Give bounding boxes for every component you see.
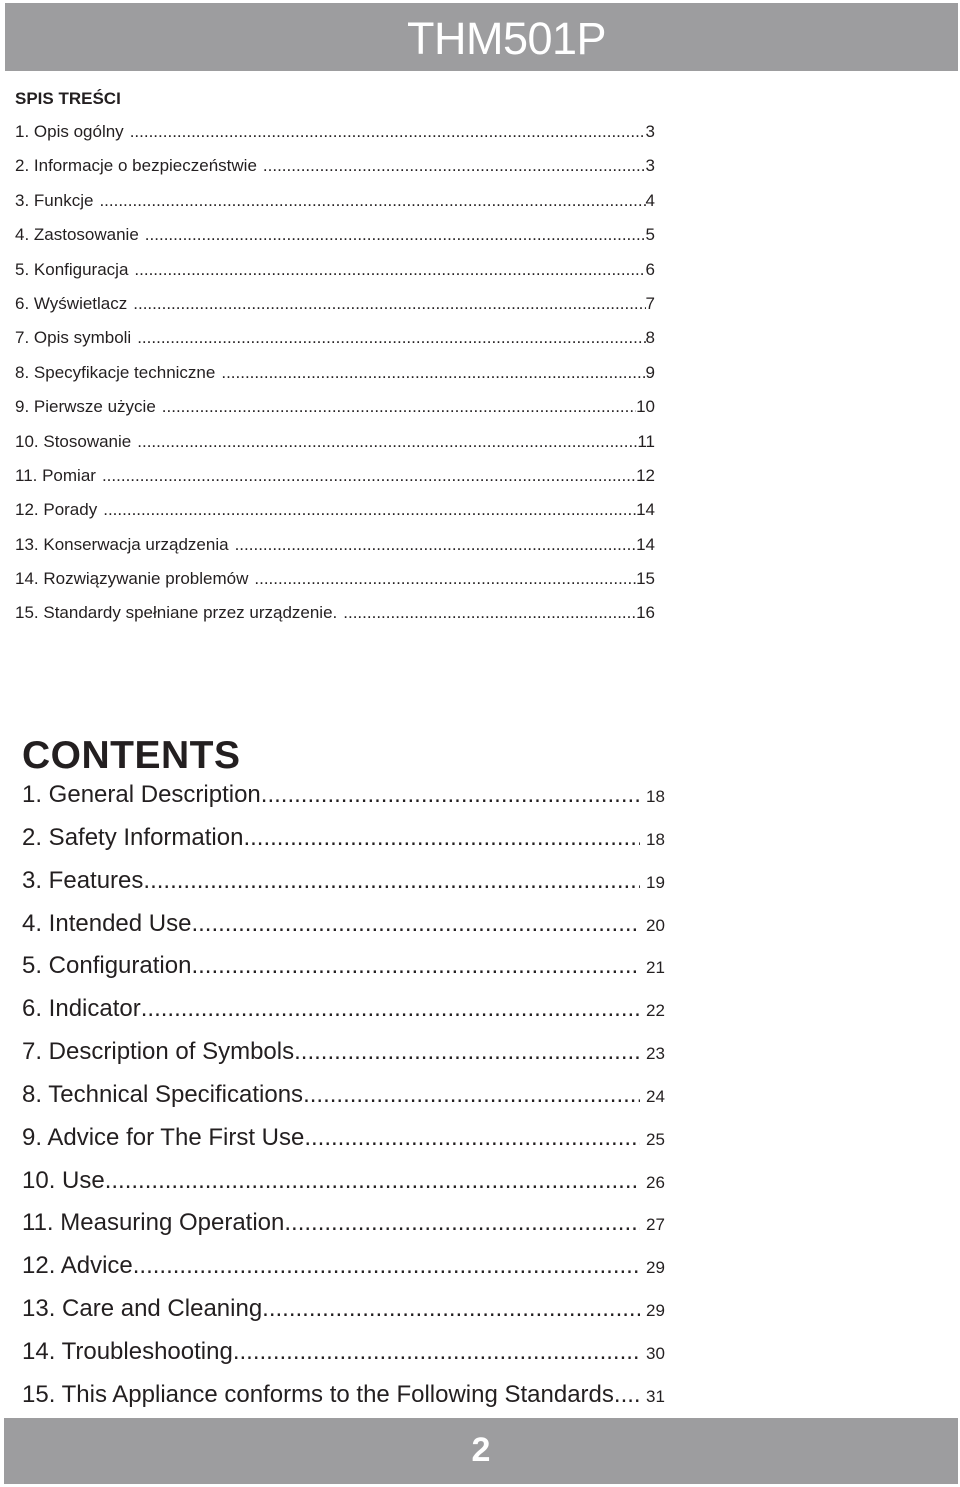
toc-row-pl-1[interactable] (15, 121, 655, 155)
toc-leader (243, 821, 640, 855)
toc-page: 6 (645, 259, 655, 279)
toc-leader (235, 534, 637, 556)
toc-leader (141, 992, 640, 1026)
toc-leader (134, 259, 645, 281)
page-number: 2 (471, 1431, 491, 1469)
toc-row-pl-7[interactable] (15, 327, 655, 361)
toc-leader (262, 1292, 640, 1326)
toc-label: 10. Stosowanie (15, 431, 132, 451)
toc-row-en-7[interactable] (22, 1035, 672, 1078)
toc-row-en-9[interactable] (22, 1121, 672, 1164)
toc-row-pl-14[interactable] (15, 568, 655, 602)
toc-leader (254, 568, 636, 590)
toc-page: 4 (645, 190, 655, 210)
toc-row-pl-5[interactable] (15, 259, 655, 293)
toc-page: 25 (646, 1129, 665, 1149)
toc-label: 9. Pierwsze użycie (15, 397, 156, 417)
toc-leader (263, 155, 646, 177)
toc-leader (162, 396, 636, 418)
toc-page: 14 (636, 534, 655, 554)
toc-page: 27 (646, 1215, 665, 1235)
toc-label: 4. Intended Use (22, 909, 192, 937)
toc-leader (304, 1121, 640, 1155)
toc-row-pl-12[interactable] (15, 499, 655, 533)
toc-page: 12 (636, 465, 655, 485)
english-toc-heading: CONTENTS (22, 734, 241, 777)
toc-leader (143, 864, 640, 898)
toc-label: 2. Informacje o bezpieczeństwie (15, 156, 257, 176)
toc-leader (303, 1078, 640, 1112)
toc-row-en-11[interactable] (22, 1206, 672, 1249)
toc-label: 15. This Appliance conforms to the Following Standards. (22, 1380, 621, 1408)
toc-label: 11. Measuring Operation (22, 1209, 285, 1237)
header-bar (5, 3, 958, 71)
toc-row-en-12[interactable] (22, 1249, 672, 1292)
toc-page: 29 (646, 1258, 665, 1278)
toc-page: 20 (646, 915, 665, 935)
toc-label: 2. Safety Information (22, 823, 244, 851)
toc-label: 3. Features (22, 866, 144, 894)
toc-label: 6. Wyświetlacz (15, 293, 128, 313)
toc-page: 26 (646, 1172, 665, 1192)
toc-leader (137, 431, 637, 453)
toc-page: 18 (646, 829, 665, 849)
toc-page: 9 (645, 362, 655, 382)
toc-page: 21 (646, 958, 665, 978)
toc-leader (621, 1378, 640, 1412)
toc-leader (133, 1249, 640, 1283)
toc-row-pl-4[interactable] (15, 224, 655, 258)
toc-label: 5. Configuration (22, 952, 192, 980)
toc-label: 15. Standardy spełniane przez urządzenie. (15, 603, 338, 623)
toc-leader (343, 602, 636, 624)
toc-row-en-13[interactable] (22, 1292, 672, 1335)
toc-label: 5. Konfiguracja (15, 259, 129, 279)
english-toc-list (22, 778, 672, 1421)
toc-row-pl-3[interactable] (15, 190, 655, 224)
toc-label: 12. Advice (22, 1252, 133, 1280)
toc-label: 14. Rozwiązywanie problemów (15, 569, 249, 589)
toc-label: 13. Care and Cleaning (22, 1295, 263, 1323)
toc-label: 10. Use (22, 1166, 105, 1194)
toc-label: 14. Troubleshooting (22, 1337, 233, 1365)
toc-row-en-15[interactable] (22, 1378, 672, 1421)
toc-leader (103, 499, 636, 521)
toc-leader (102, 465, 636, 487)
toc-leader (99, 190, 645, 212)
toc-page: 31 (646, 1386, 665, 1406)
toc-row-pl-6[interactable] (15, 293, 655, 327)
toc-label: 11. Pomiar (15, 465, 96, 485)
toc-page: 16 (636, 603, 655, 623)
toc-page: 23 (646, 1044, 665, 1064)
toc-label: 13. Konserwacja urządzenia (15, 534, 229, 554)
toc-leader (221, 362, 645, 384)
toc-label: 1. Opis ogólny (15, 122, 124, 141)
toc-leader (284, 1206, 640, 1240)
polish-toc-heading: SPIS TREŚCI (15, 89, 121, 108)
toc-label: 8. Technical Specifications (22, 1080, 304, 1108)
toc-page: 22 (646, 1001, 665, 1021)
toc-page: 29 (646, 1301, 665, 1321)
toc-row-en-14[interactable] (22, 1335, 672, 1378)
toc-label: 7. Opis symboli (15, 328, 132, 348)
toc-page: 3 (645, 122, 655, 141)
toc-leader (191, 907, 640, 941)
toc-row-en-8[interactable] (22, 1078, 672, 1121)
toc-label: 4. Zastosowanie (15, 225, 139, 245)
toc-leader (130, 121, 646, 143)
toc-leader (294, 1035, 640, 1069)
toc-page: 5 (645, 225, 655, 245)
toc-row-pl-8[interactable] (15, 362, 655, 396)
toc-row-pl-10[interactable] (15, 431, 655, 465)
toc-page: 8 (645, 328, 655, 348)
toc-leader (133, 293, 645, 315)
toc-row-en-10[interactable] (22, 1164, 672, 1207)
toc-page: 11 (637, 431, 655, 451)
toc-row-pl-11[interactable] (15, 465, 655, 499)
toc-row-en-3[interactable] (22, 864, 672, 907)
toc-page: 3 (645, 156, 655, 176)
toc-page: 19 (646, 872, 665, 892)
toc-label: 6. Indicator (22, 995, 141, 1023)
toc-label: 1. General Description (22, 781, 261, 808)
toc-row-pl-13[interactable] (15, 534, 655, 568)
toc-row-en-2[interactable] (22, 821, 672, 864)
toc-page: 7 (645, 293, 655, 313)
toc-leader (191, 949, 640, 983)
toc-row-pl-9[interactable] (15, 396, 655, 430)
toc-page: 18 (646, 787, 665, 806)
toc-label: 3. Funkcje (15, 190, 94, 210)
toc-leader (105, 1164, 640, 1198)
toc-page: 30 (646, 1343, 665, 1363)
toc-row-en-6[interactable] (22, 992, 672, 1035)
document-title: THM501P (407, 13, 607, 64)
toc-row-pl-2[interactable] (15, 155, 655, 189)
footer-bar (4, 1418, 958, 1484)
toc-leader (145, 224, 646, 246)
toc-label: 8. Specyfikacje techniczne (15, 362, 216, 382)
toc-page: 14 (636, 500, 655, 520)
toc-leader (233, 1335, 640, 1369)
toc-label: 9. Advice for The First Use (22, 1123, 305, 1151)
toc-page: 10 (636, 397, 655, 417)
toc-row-en-4[interactable] (22, 907, 672, 950)
polish-toc-list (15, 121, 655, 637)
toc-leader (261, 778, 640, 812)
toc-row-pl-15[interactable] (15, 602, 655, 636)
toc-leader (137, 327, 645, 349)
toc-label: 12. Porady (15, 500, 98, 520)
toc-page: 15 (636, 569, 655, 589)
toc-row-en-5[interactable] (22, 949, 672, 992)
toc-page: 24 (646, 1086, 665, 1106)
toc-label: 7. Description of Symbols (22, 1038, 295, 1066)
toc-row-en-1[interactable] (22, 778, 672, 821)
